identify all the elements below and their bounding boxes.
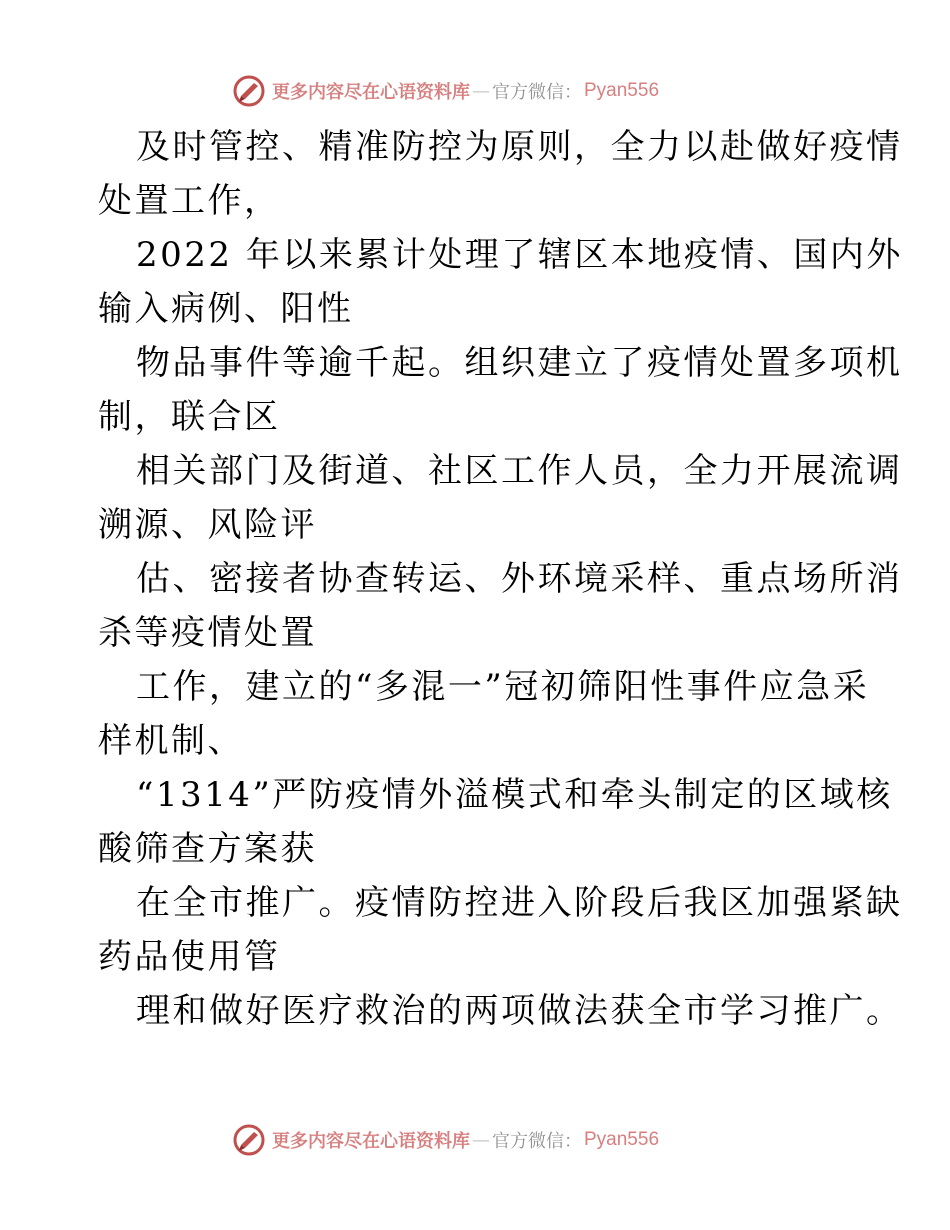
paragraph-line: 理和做好医疗救治的两项做法获全市学习推广。 [136, 991, 903, 1031]
paragraph-line: 杀等疫情处置 [98, 613, 317, 653]
brand-logo-icon [232, 74, 266, 108]
paragraph-line: 溯源、风险评 [98, 505, 317, 545]
watermark-text: 更多内容尽在心语资料库 [272, 82, 470, 103]
document-body [98, 120, 903, 1038]
paragraph-line: 2022 年以来累计处理了辖区本地疫情、国内外 [136, 235, 903, 275]
header-watermark [232, 72, 659, 110]
paragraph-line: 输入病例、阳性 [98, 289, 354, 329]
watermark-wechat-id: Pyan556 [584, 80, 660, 101]
paragraph-line: 酸筛查方案获 [98, 829, 317, 869]
paragraph-line: 在全市推广。疫情防控进入阶段后我区加强紧缺 [136, 883, 903, 923]
brand-logo-icon [232, 1123, 266, 1157]
footer-watermark [232, 1121, 659, 1159]
paragraph-line: 工作，建立的“多混一”冠初筛阳性事件应急采 [136, 667, 870, 707]
watermark-dash: — [472, 80, 490, 102]
watermark-official-label: 官方微信： [492, 1131, 582, 1152]
paragraph-line: 物品事件等逾千起。组织建立了疫情处置多项机 [136, 343, 903, 383]
watermark-official-label: 官方微信： [492, 82, 582, 103]
paragraph-line: “1314”严防疫情外溢模式和牵头制定的区域核 [136, 775, 893, 815]
watermark-wechat-id: Pyan556 [584, 1129, 660, 1150]
paragraph-line: 处置工作， [98, 181, 281, 221]
watermark-dash: — [472, 1129, 490, 1151]
paragraph-line: 药品使用管 [98, 937, 281, 977]
watermark-text: 更多内容尽在心语资料库 [272, 1131, 470, 1152]
paragraph-line: 估、密接者协查转运、外环境采样、重点场所消 [136, 559, 903, 599]
paragraph-line: 制，联合区 [98, 397, 281, 437]
paragraph-line: 样机制、 [98, 721, 244, 761]
paragraph-line: 相关部门及街道、社区工作人员，全力开展流调 [136, 451, 903, 491]
paragraph-line: 及时管控、精准防控为原则，全力以赴做好疫情 [136, 127, 903, 167]
